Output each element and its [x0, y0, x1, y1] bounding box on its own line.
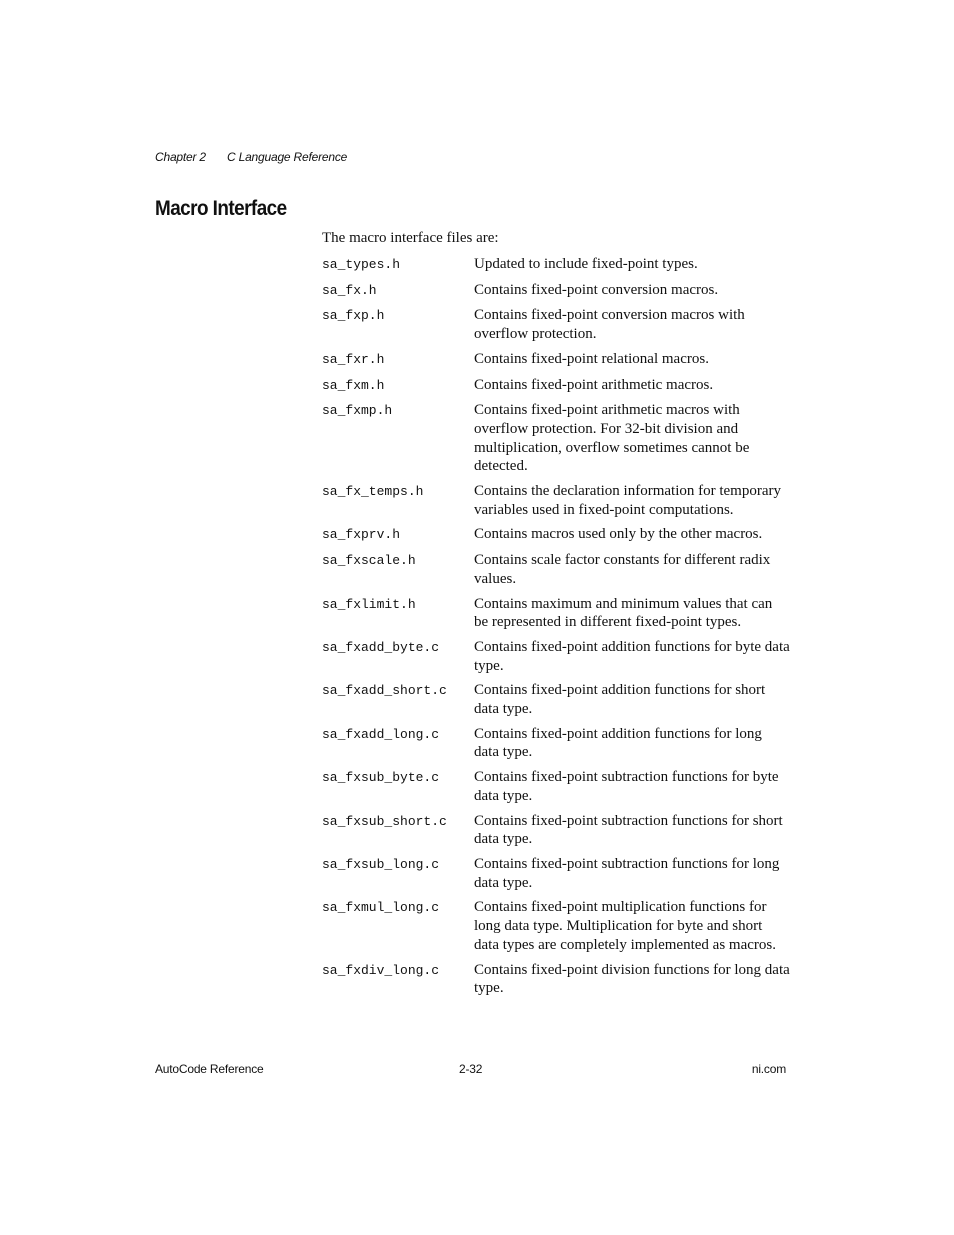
file-list [322, 255, 792, 1004]
file-row [322, 681, 792, 718]
file-row [322, 898, 792, 954]
file-row [322, 482, 792, 519]
file-description: Contains fixed-point addition functions for long data type. [474, 725, 762, 761]
file-description: Contains fixed-point subtraction functions for long data type. [474, 855, 780, 891]
file-name: sa_fxlimit.h [322, 596, 416, 612]
file-description: Contains fixed-point conversion macros with overflow protection. [474, 307, 745, 343]
footer-document-title: AutoCode Reference [155, 1062, 264, 1076]
file-description: Contains fixed-point subtraction functions for byte data type. [474, 769, 779, 804]
file-description: Contains fixed-point division functions for long data type. [474, 961, 790, 997]
file-row [322, 725, 792, 762]
file-row [322, 255, 792, 275]
file-name: sa_fxmp.h [322, 403, 393, 419]
file-row [322, 401, 792, 476]
file-row [322, 595, 792, 632]
file-description: Contains maximum and minimum values that can be represented in different fixed-point types. [474, 595, 773, 631]
section-title: Macro Interface [155, 197, 287, 220]
file-row [322, 525, 792, 545]
file-description: Contains fixed-point arithmetic macros with overflow protection. For 32-bit division and multiplication, overflow sometimes cannot be detected. [474, 402, 750, 475]
file-name: sa_fxsub_byte.c [322, 770, 440, 786]
file-description: Contains fixed-point addition functions for short data type. [474, 682, 766, 718]
intro-text: The macro interface files are: [322, 230, 499, 246]
file-row [322, 350, 792, 370]
file-row [322, 281, 792, 301]
file-name: sa_types.h [322, 257, 401, 272]
file-row [322, 961, 792, 998]
file-description: Contains scale factor constants for different radix values. [474, 552, 771, 587]
file-row [322, 855, 792, 892]
file-name: sa_fxm.h [322, 377, 385, 393]
file-row [322, 306, 792, 343]
file-row [322, 551, 792, 588]
file-name: sa_fxsub_short.c [322, 813, 447, 829]
footer-page-number: 2-32 [459, 1062, 483, 1076]
file-name: sa_fx.h [322, 282, 377, 298]
file-description: Contains fixed-point arithmetic macros. [474, 376, 714, 393]
file-row [322, 376, 792, 396]
file-row [322, 638, 792, 675]
file-name: sa_fxadd_byte.c [322, 639, 440, 655]
file-name: sa_fxr.h [322, 351, 385, 367]
file-name: sa_fxprv.h [322, 527, 401, 543]
chapter-number: Chapter 2 [155, 150, 206, 164]
file-description: Contains macros used only by the other macros. [474, 526, 763, 543]
file-row [322, 768, 792, 805]
chapter-title: C Language Reference [227, 150, 348, 164]
file-name: sa_fxdiv_long.c [322, 962, 440, 978]
file-description: Updated to include fixed-point types. [474, 256, 698, 272]
file-name: sa_fxp.h [322, 308, 385, 324]
file-description: Contains fixed-point subtraction functions for short data type. [474, 812, 783, 848]
file-name: sa_fxsub_long.c [322, 856, 440, 872]
footer-website: ni.com [751, 1062, 786, 1076]
file-description: Contains fixed-point multiplication functions for long data type. Multiplication for byte and short data types are completely implemented as macros. [474, 899, 776, 953]
file-name: sa_fxadd_long.c [322, 726, 440, 742]
file-name: sa_fxscale.h [322, 553, 416, 569]
file-name: sa_fxadd_short.c [322, 683, 447, 699]
file-description: Contains fixed-point addition functions for byte data type. [474, 638, 790, 674]
file-row [322, 812, 792, 849]
file-description: Contains fixed-point conversion macros. [474, 281, 719, 298]
file-description: Contains the declaration information for temporary variables used in fixed-point computations. [474, 483, 781, 518]
running-header [155, 150, 347, 164]
file-name: sa_fxmul_long.c [322, 900, 440, 916]
file-name: sa_fx_temps.h [322, 484, 424, 500]
file-description: Contains fixed-point relational macros. [474, 350, 709, 367]
